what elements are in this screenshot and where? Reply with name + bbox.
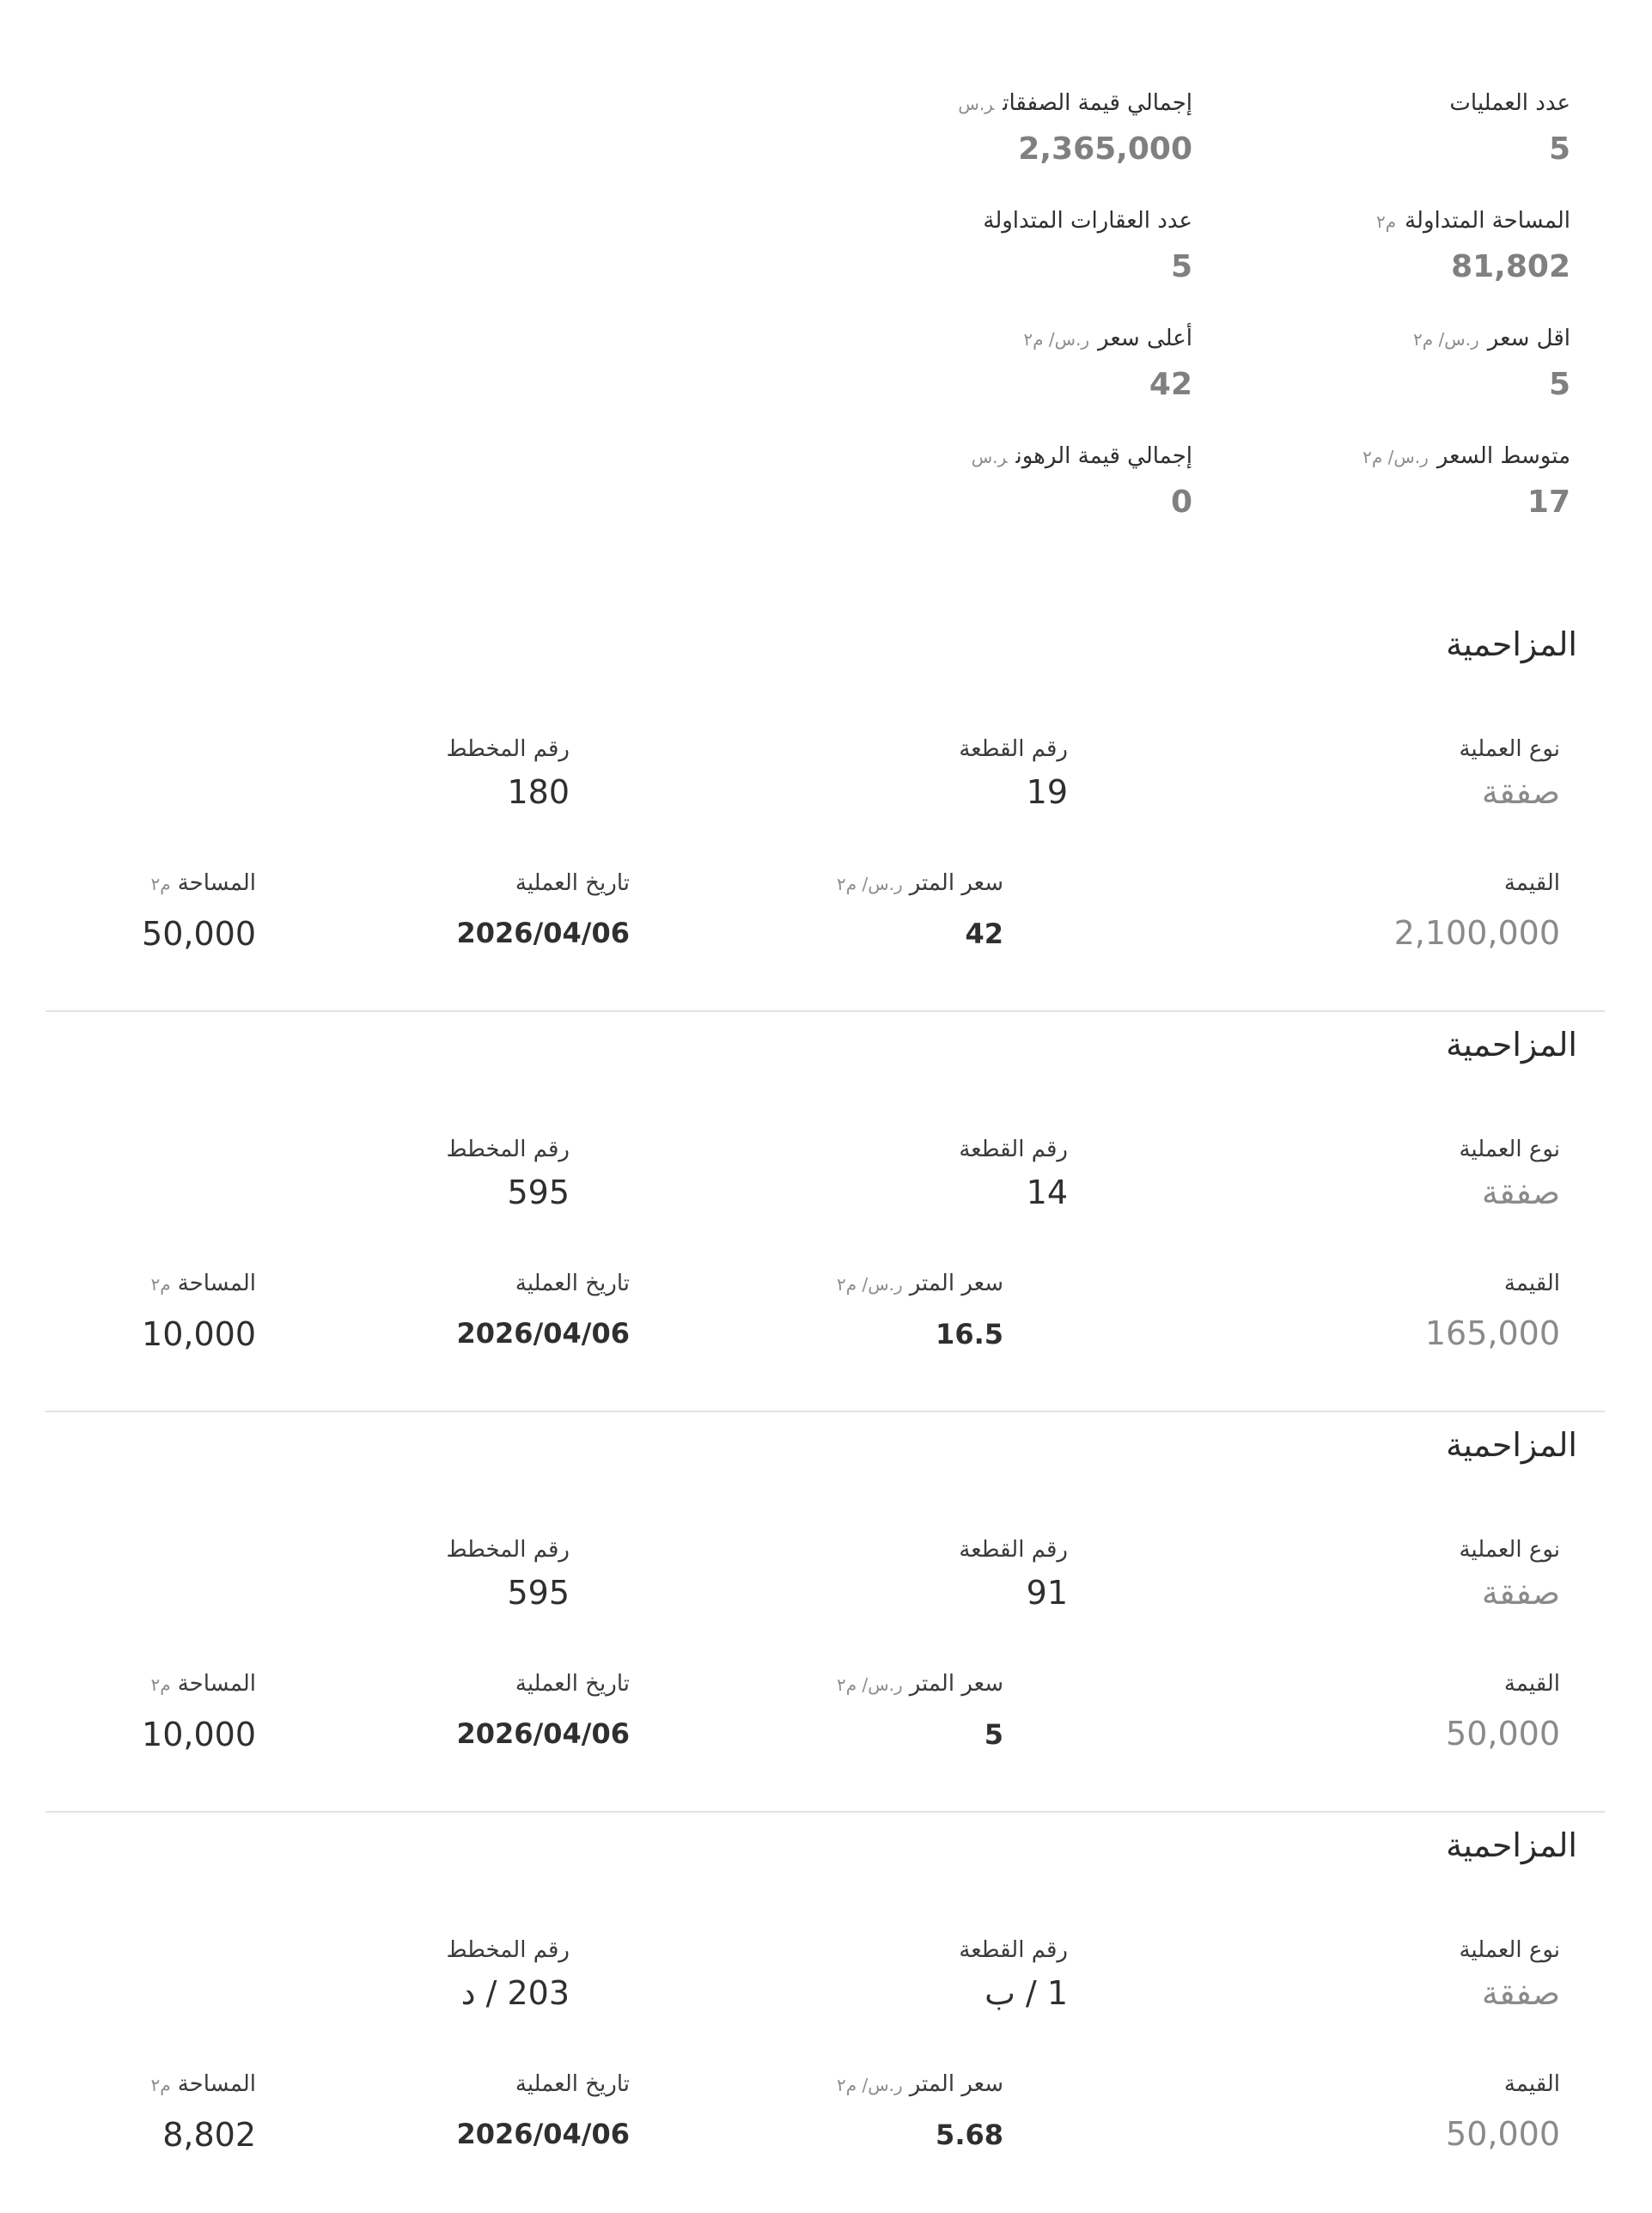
field-plan-number [446,732,570,818]
district-title: المزاحمية [1446,1026,1577,1064]
stat-total-mortgages-value [814,436,1192,553]
field-transaction-date [457,1667,631,1759]
stat-label: أعلى سعر [1098,326,1192,351]
field-plan-number [446,1132,570,1218]
field-label: القيمة [1503,2071,1560,2097]
field-unit: ر.س/ م٢ [837,2075,903,2095]
field-label: تاريخ العملية [515,1271,630,1296]
field-transaction-date [457,2067,631,2160]
stat-label: اقل سعر [1487,326,1570,351]
field-label: تاريخ العملية [515,870,630,896]
field-transaction-type [1459,1132,1560,1218]
stat-traded-properties-count [814,200,1192,318]
stat-highest-price [814,318,1192,436]
stat-average-price [1192,436,1570,553]
field-plot-number [959,1533,1068,1619]
price-per-meter-value: 5 [984,1718,1003,1751]
field-label: نوع العملية [1459,1537,1560,1563]
plot-number-value: 14 [1026,1174,1068,1211]
stat-label: عدد العمليات [1449,90,1570,116]
field-transaction-type [1459,1533,1560,1619]
plan-number-value: 203 / د [460,1974,570,2012]
field-label: سعر المتر [909,1271,1003,1296]
field-area [142,1667,256,1760]
stat-unit: ر.س/ م٢ [1413,329,1479,350]
field-transaction-type [1459,732,1560,818]
stat-operations-count [1192,82,1570,200]
field-label: القيمة [1503,870,1560,896]
field-area [142,866,256,960]
field-label: القيمة [1503,1671,1560,1697]
summary-stats [814,82,1570,553]
stat-value: 2,365,000 [1018,131,1192,167]
field-label: تاريخ العملية [515,2071,630,2097]
area-value: 10,000 [142,1315,256,1353]
field-label: نوع العملية [1459,1137,1560,1162]
district-title: المزاحمية [1446,625,1577,663]
area-value: 10,000 [142,1716,256,1753]
transaction-date-value: 2026/04/06 [456,917,630,949]
field-area [151,2067,256,2161]
plan-number-value: 595 [507,1574,570,1612]
field-label: رقم القطعة [959,1137,1068,1162]
price-per-meter-value: 42 [965,918,1003,950]
field-transaction-type [1459,1933,1560,2019]
stat-label: المساحة المتداولة [1405,208,1570,234]
field-label: المساحة [177,1671,256,1697]
field-area [142,1266,256,1360]
field-label: سعر المتر [909,2071,1003,2097]
field-price-per-meter [837,1266,1003,1360]
value-amount: 165,000 [1424,1314,1560,1352]
field-unit: ر.س/ م٢ [837,874,903,894]
price-per-meter-value: 16.5 [936,1318,1003,1350]
stat-value: 0 [1170,485,1192,520]
transaction-card[interactable] [46,1012,1605,1412]
district-title: المزاحمية [1446,1826,1577,1864]
value-amount: 2,100,000 [1393,914,1560,952]
field-unit: ر.س/ م٢ [837,1274,903,1295]
plot-number-value: 19 [1026,773,1068,811]
transaction-card[interactable] [46,1412,1605,1813]
area-value: 8,802 [162,2116,256,2154]
value-amount: 50,000 [1446,1715,1560,1753]
field-value [1446,1667,1560,1759]
field-label: رقم المخطط [446,1937,570,1963]
field-plot-number [959,1933,1068,2019]
stat-unit: م٢ [1375,211,1397,232]
stat-value: 17 [1527,485,1570,520]
transaction-card[interactable] [46,1813,1605,2213]
field-plan-number [446,1933,570,2019]
stat-label: إجمالي قيمة الرهون [1015,443,1192,469]
field-label: رقم القطعة [959,1937,1068,1963]
transaction-date-value: 2026/04/06 [456,2118,630,2150]
price-per-meter-value: 5.68 [936,2119,1003,2151]
area-value: 50,000 [142,915,256,953]
field-plot-number [959,1132,1068,1218]
stat-unit: ر.س [958,94,995,114]
stat-value: 81,802 [1451,249,1570,284]
field-value [1446,2067,1560,2160]
field-label: تاريخ العملية [515,1671,630,1697]
field-label: سعر المتر [909,1671,1003,1697]
transaction-type-value: صفقة [1481,1974,1560,2012]
stat-lowest-price [1192,318,1570,436]
field-unit: م٢ [150,1674,171,1695]
field-label: نوع العملية [1459,1937,1560,1963]
field-label: نوع العملية [1459,736,1560,762]
field-unit: م٢ [150,1274,171,1295]
plan-number-value: 180 [507,773,570,811]
field-label: سعر المتر [909,870,1003,896]
value-amount: 50,000 [1446,2115,1560,2153]
transaction-card[interactable] [46,612,1605,1012]
field-label: رقم المخطط [446,1137,570,1162]
transaction-type-value: صفقة [1481,1174,1560,1211]
transaction-date-value: 2026/04/06 [456,1717,630,1750]
stat-value: 42 [1149,367,1192,402]
stat-label: إجمالي قيمة الصفقات [1003,90,1192,116]
stat-traded-area [1192,200,1570,318]
plan-number-value: 595 [507,1174,570,1211]
stat-total-deals-value [814,82,1192,200]
stat-value: 5 [1170,249,1192,284]
field-transaction-date [457,1266,631,1359]
field-value [1425,1266,1560,1359]
plot-number-value: 1 / ب [984,1974,1068,2012]
field-label: رقم القطعة [959,736,1068,762]
transactions-list [46,612,1605,2213]
stat-label: عدد العقارات المتداولة [983,208,1192,234]
field-unit: ر.س/ م٢ [837,1674,903,1695]
stat-value: 5 [1548,367,1570,402]
stat-label: متوسط السعر [1436,443,1570,469]
field-plan-number [446,1533,570,1619]
field-label: المساحة [177,2071,256,2097]
transaction-type-value: صفقة [1481,1574,1560,1612]
district-title: المزاحمية [1446,1426,1577,1464]
field-label: رقم المخطط [446,1537,570,1563]
field-price-per-meter [837,2067,1003,2161]
field-label: رقم القطعة [959,1537,1068,1563]
plot-number-value: 91 [1026,1574,1068,1612]
stat-unit: ر.س [971,447,1008,467]
stat-value: 5 [1548,131,1570,167]
field-unit: م٢ [150,2075,171,2095]
transaction-type-value: صفقة [1481,773,1560,811]
field-label: المساحة [177,1271,256,1296]
stat-unit: ر.س/ م٢ [1362,447,1429,467]
field-value [1394,866,1560,959]
field-plot-number [959,732,1068,818]
field-label: رقم المخطط [446,736,570,762]
stat-unit: ر.س/ م٢ [1023,329,1090,350]
field-label: المساحة [177,870,256,896]
field-unit: م٢ [150,874,171,894]
field-price-per-meter [837,1667,1003,1760]
transaction-date-value: 2026/04/06 [456,1317,630,1350]
field-price-per-meter [837,866,1003,960]
field-label: القيمة [1503,1271,1560,1296]
field-transaction-date [457,866,631,959]
